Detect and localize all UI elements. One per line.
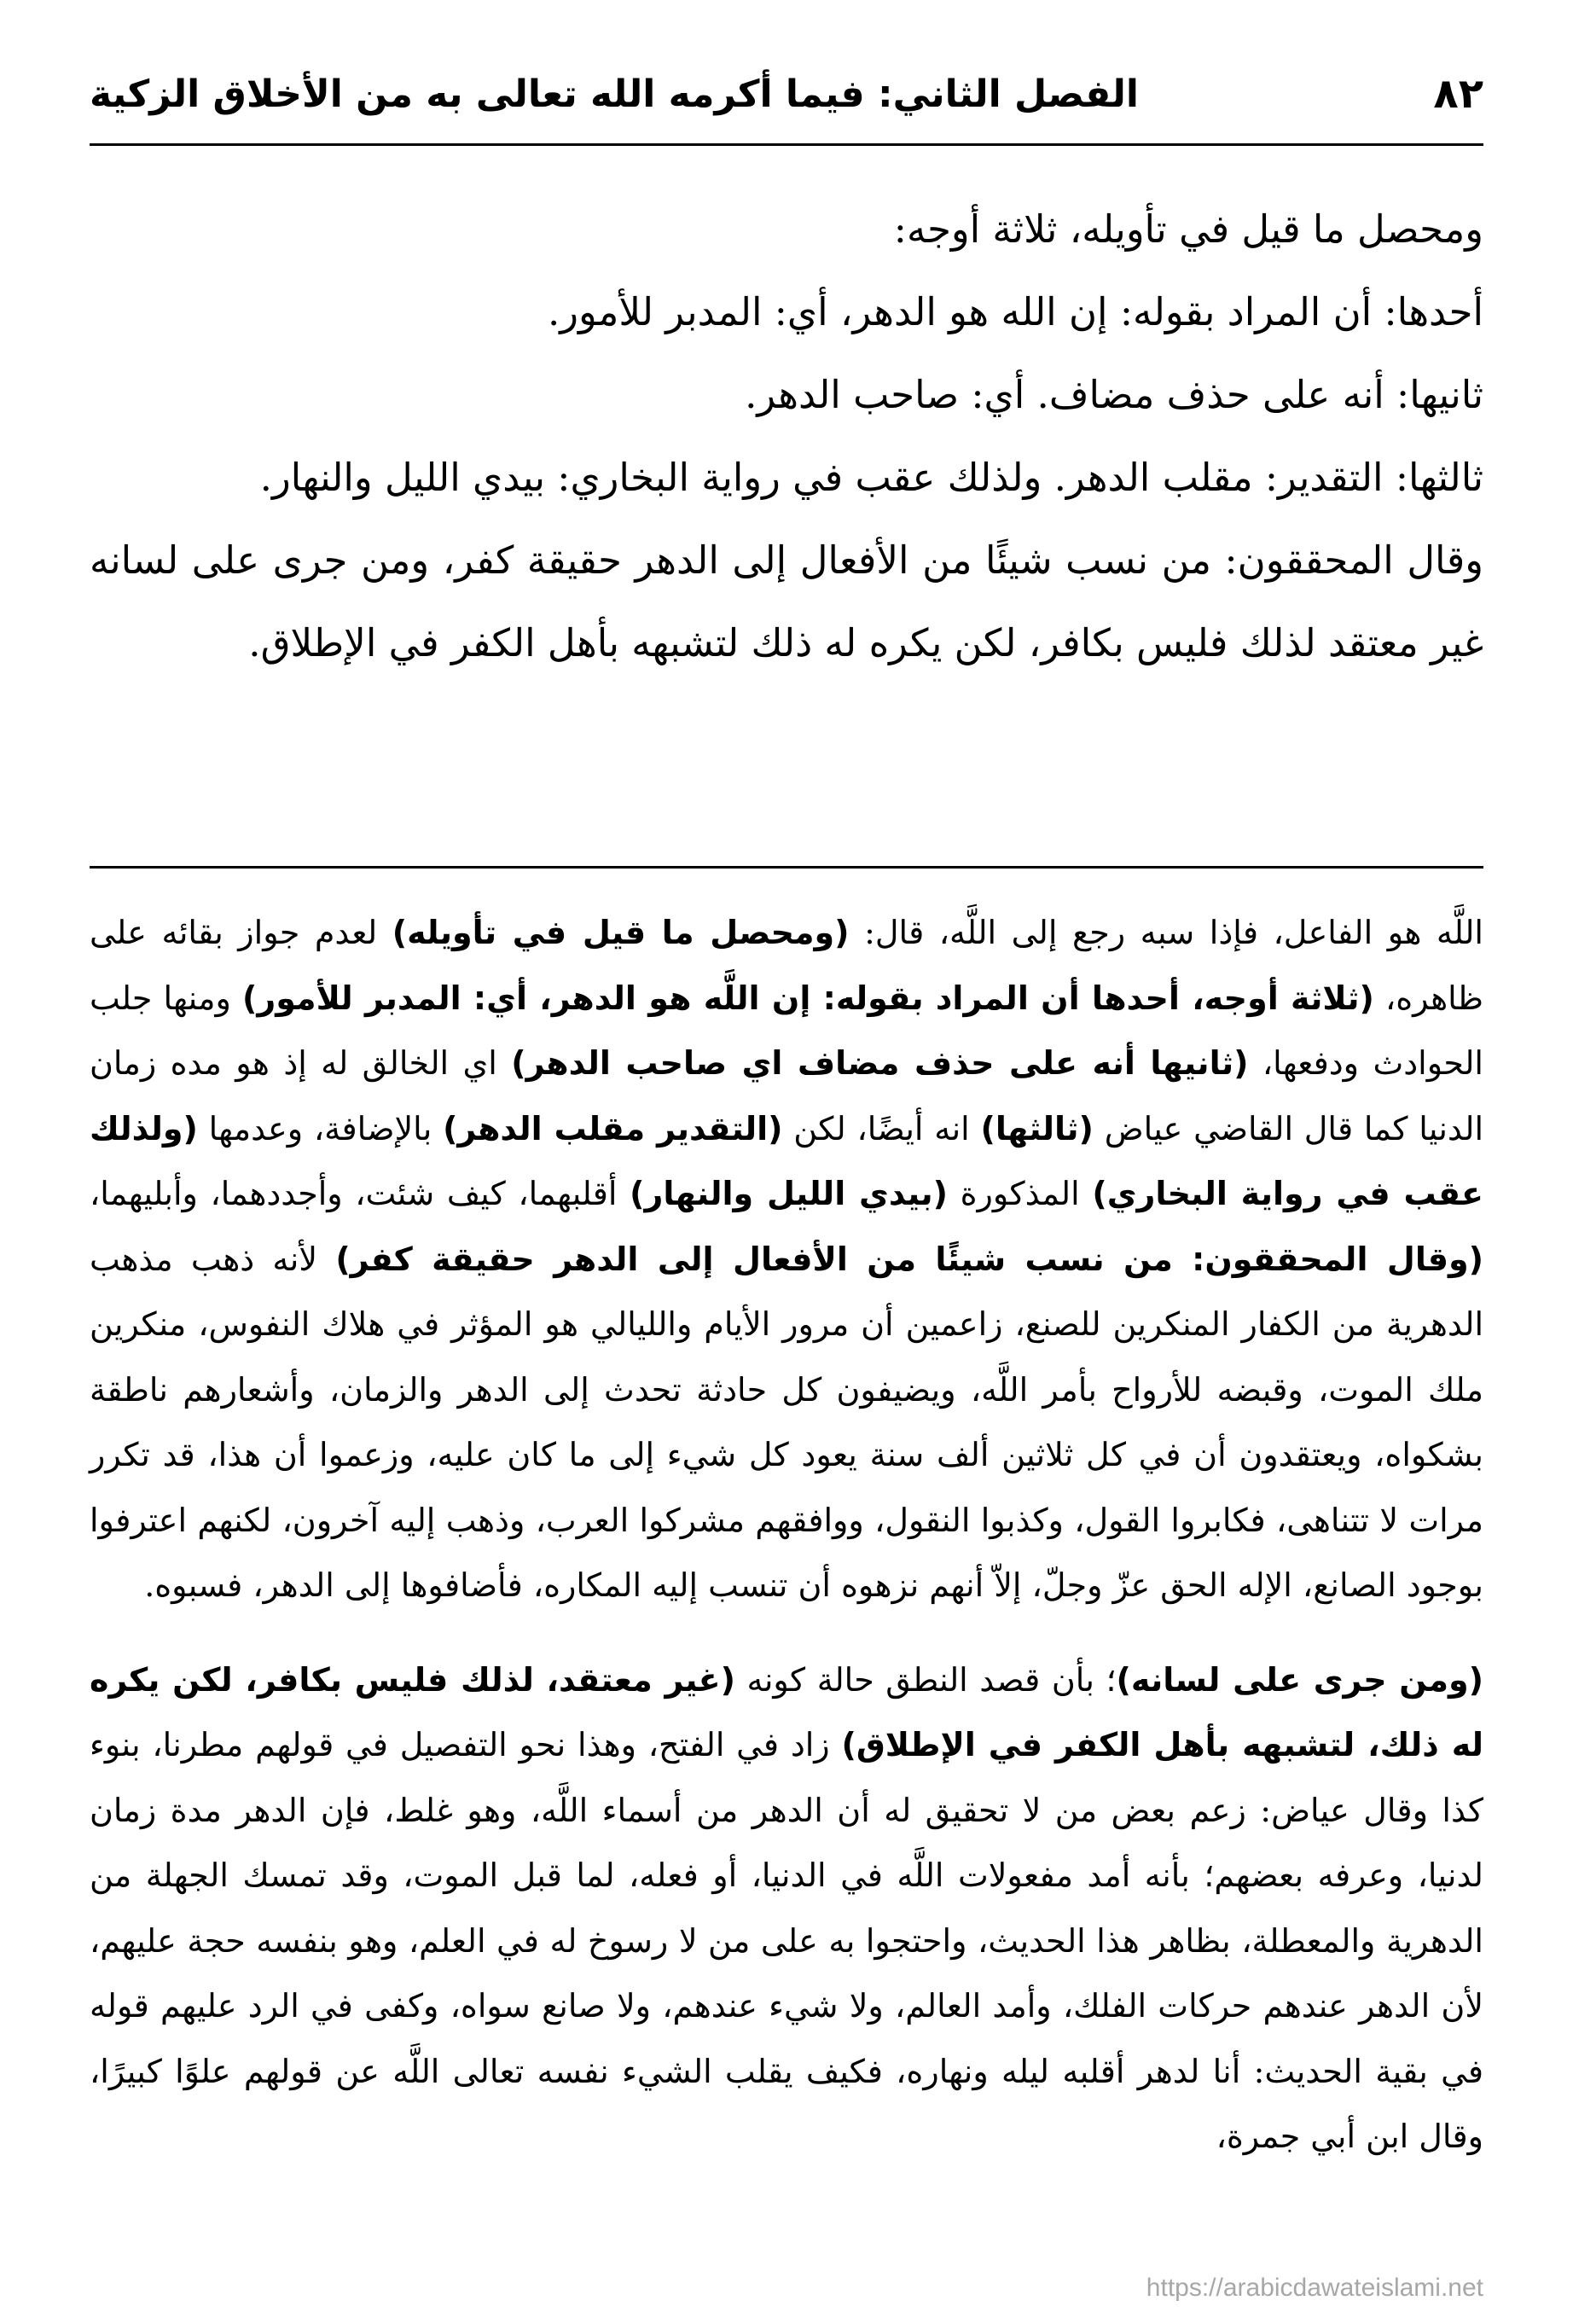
commentary-text: ؛ بأن قصد النطق حالة كونه	[734, 1660, 1117, 1699]
commentary-text: اللَّه هو الفاعل، فإذا سبه رجع إلى اللَّه، قال:	[849, 914, 1483, 951]
commentary-text: أقلبهما، كيف شئت، وأجددهما، وأبليهما،	[90, 1175, 630, 1212]
watermark-url: https://arabicdawateislami.net	[1146, 2274, 1483, 2302]
commentary-quote: (التقدير مقلب الدهر)	[443, 1109, 783, 1147]
commentary-text: لأنه ذهب مذهب الدهرية من الكفار المنكرين للصنع، زاعمين أن مرور الأيام والليالي هو المؤثر في هلاك النفوس، منكرين ملك الموت، وقبضه للأرواح بأمر اللَّه، ويضيفون كل حادثة تحدث إلى الدهر والزمان، وأشعارهم ناطقة بشكواه، ويعتقدون أن في كل ثلاثين ألف سنة يعود كل شيء إلى ما كان عليه، وزعموا أن هذا، قد تكرر مرات لا تتناهى، فكابروا القول، وكذبوا النقول، ووافقهم مشركوا العرب، وذهب إليه آخرون، لكنهم اعترفوا بوجود الصانع، الإله الحق عزّ وجلّ، إلاّ أنهم نزهوه أن تنسب إليه المكاره، فأضافوها إلى الدهر، فسبوه.	[90, 1240, 1483, 1604]
commentary-quote: (ثانيها أنه على حذف مضاف اي صاحب الدهر)	[511, 1044, 1249, 1082]
text-commentary-separator	[90, 866, 1483, 869]
main-paragraph-third-view: ثالثها: التقدير: مقلب الدهر. ولذلك عقب في رواية البخاري: بيدي الليل والنهار.	[259, 455, 1483, 500]
page-header	[90, 60, 1483, 128]
commentary-quote: (وقال المحققون: من نسب شيئًا من الأفعال إلى الدهر حقيقة كفر)	[335, 1240, 1483, 1278]
commentary-text: انه أيضًا، لكن	[782, 1109, 981, 1147]
commentary-quote: (ثلاثة أوجه، أحدها أن المراد بقوله: إن اللَّه هو الدهر، أي: المدبر للأمور)	[241, 979, 1374, 1017]
commentary-quote: (ومن جرى على لسانه)	[1116, 1660, 1483, 1699]
main-paragraph-first-view: أحدها: أن المراد بقوله: إن الله هو الدهر، أي: المدبر للأمور.	[548, 289, 1483, 334]
commentary-quote: (ومحصل ما قيل في تأويله)	[392, 914, 850, 951]
main-text	[90, 188, 1483, 684]
page-number: ٨٢	[1433, 70, 1483, 118]
header-rule	[90, 143, 1483, 146]
commentary-quote: (ولذلك عقب في رواية البخاري)	[90, 1109, 1483, 1212]
main-paragraph-second-view: ثانيها: أنه على حذف مضاف. أي: صاحب الدهر.	[745, 372, 1483, 417]
commentary-quote: (بيدي الليل والنهار)	[630, 1175, 948, 1212]
commentary-text: زاد في الفتح، وهذا نحو التفصيل في قولهم مطرنا، بنوء كذا وقال عياض: زعم بعض من لا تحقيق له أن الدهر من أسماء اللَّه، وهو غلط، فإن الدهر مدة زمان لدنيا، وعرفه بعضهم؛ بأنه أمد مفعولات اللَّه في الدنيا، أو فعله، لما قبل الموت، وقد تمسك الجهلة من الدهرية والمعطلة، بظاهر هذا الحديث، واحتجوا به على من لا رسوخ له في العلم، وهو بنفسه حجة عليهم، لأن الدهر عندهم حركات الفلك، وأمد العالم، ولا شيء عندهم، ولا صانع سواه، وكفى في الرد عليهم قوله في بقية الحديث: أنا لدهر أقلبه ليله ونهاره، فكيف يقلب الشيء نفسه تعالى اللَّه عن قولهم علوًا كبيرًا، وقال ابن أبي جمرة،	[90, 1726, 1483, 2155]
commentary	[90, 900, 1483, 2170]
main-paragraph-intro: ومحصل ما قيل في تأويله، ثلاثة أوجه:	[893, 206, 1483, 252]
running-title: الفصل الثاني: فيما أكرمه الله تعالى به من الأخلاق الزكية	[90, 72, 1139, 116]
commentary-paragraph-1	[90, 900, 1483, 1618]
commentary-quote: (غير معتقد، لذلك فليس بكافر، لكن يكره له ذلك، لتشبهه بأهل الكفر في الإطلاق)	[90, 1660, 1484, 1763]
commentary-text: المذكورة	[947, 1175, 1093, 1212]
main-paragraph-verifiers: وقال المحققون: من نسب شيئًا من الأفعال إلى الدهر حقيقة كفر، ومن جرى على لسانه غير معتقد لذلك فليس بكافر، لكن يكره له ذلك لتشبهه بأهل الكفر في الإطلاق.	[90, 537, 1483, 665]
book-page	[90, 60, 1483, 2304]
commentary-text: اي الخالق له إذ هو مده زمان الدنيا كما قال القاضي عياض	[90, 1044, 1483, 1147]
commentary-text: لعدم جواز بقائه على ظاهره،	[90, 914, 1483, 1017]
commentary-text: ومنها جلب الحوادث ودفعها،	[90, 979, 1483, 1082]
commentary-text: بالإضافة، وعدمها	[197, 1109, 444, 1147]
commentary-quote: (ثالثها)	[980, 1109, 1094, 1147]
commentary-paragraph-2	[90, 1647, 1483, 2170]
